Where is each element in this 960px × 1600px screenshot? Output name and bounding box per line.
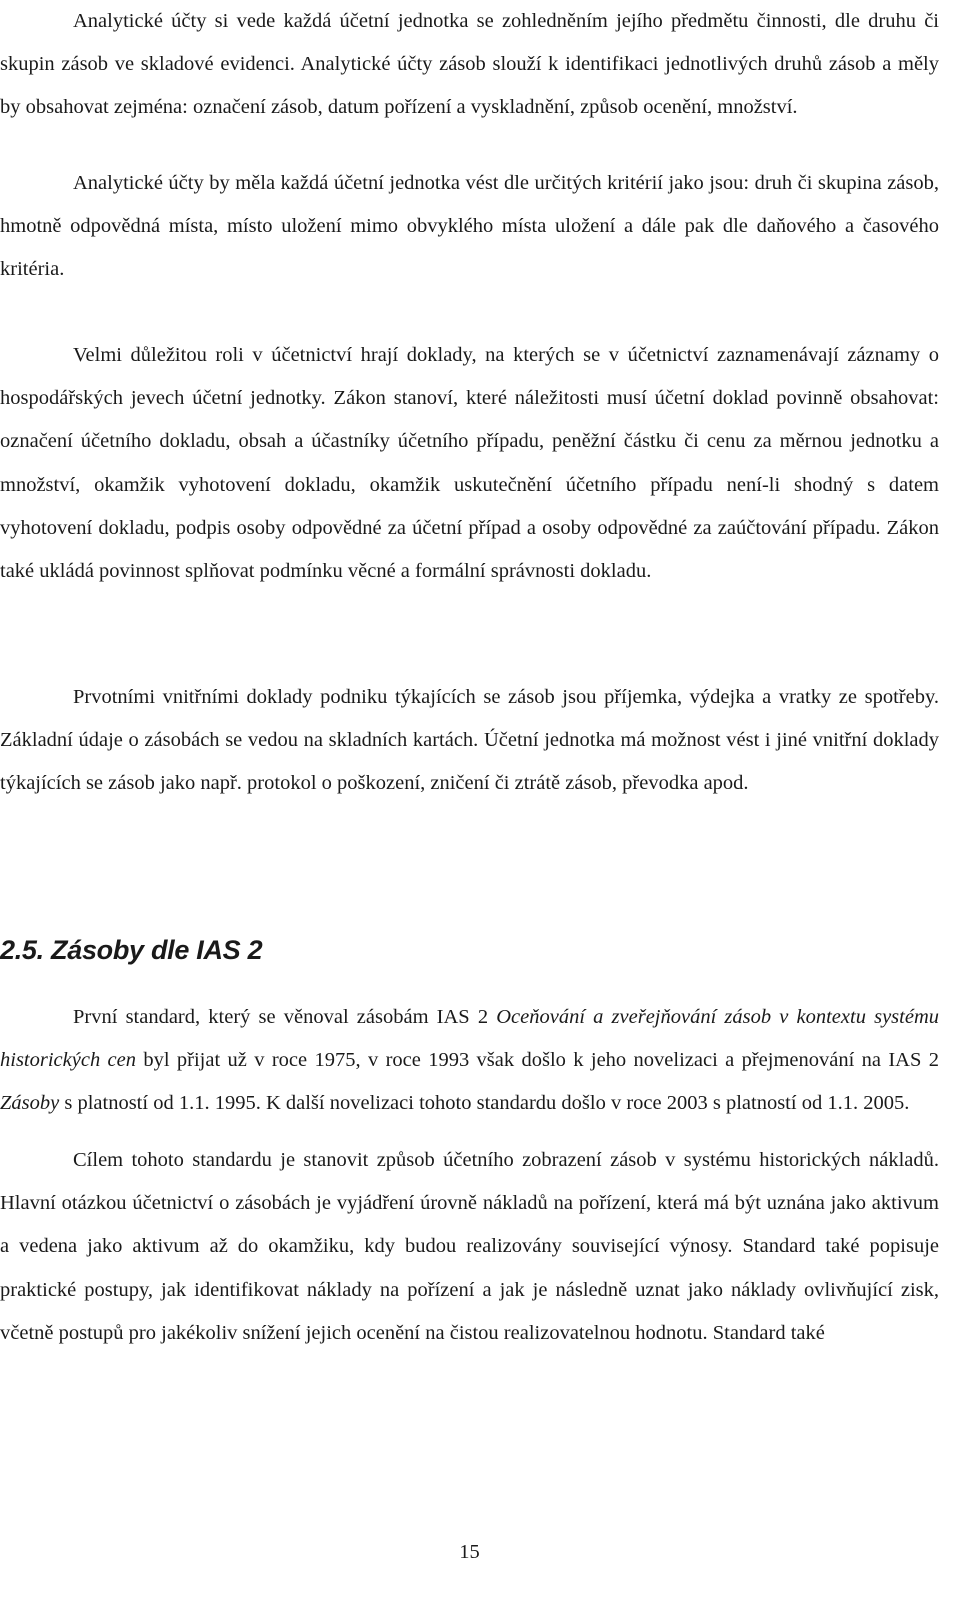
paragraph-internal-documents: Prvotními vnitřními doklady podniku týkajících se zásob jsou příjemka, výdejka a vratky ze spotřeby. Základní údaje o zásobách se vedou na skladních kartách. Účetní jednotka má možnost vést i jiné vnitřní doklady týkajících se zásob jako např. protokol o poškození, zničení či ztrátě zásob, převodka apod. [0,686,939,795]
page-number [0,1532,939,1572]
italic-standard-name: Zásoby [0,1092,60,1115]
page-number-text: 15 [459,1541,480,1563]
paragraph-analytic-criteria: Analytické účty by měla každá účetní jednotka vést dle určitých kritérií jako jsou: druh či skupina zásob, hmotně odpovědná místa, místo uložení mimo obvyklého místa uložení a dále pak dle daňového a časového kritéria. [0,172,939,281]
text-segment: s platností od 1.1. 1995. K další novelizaci tohoto standardu došlo v roce 2003 s platností od 1.1. 2005. [59,1092,910,1115]
text-segment: První standard, který se věnoval zásobám IAS 2 [73,1006,497,1028]
paragraph-analytic-accounts: Analytické účty si vede každá účetní jednotka se zohledněním jejího předmětu činnosti, dle druhu či skupin zásob ve skladové evidenci. Analytické účty zásob slouží k identifikaci jednotlivých druhů zásob a měly by obsahovat zejména: označení zásob, datum pořízení a vyskladnění, způsob ocenění, množství. [0,10,939,119]
paragraph-ias2-goal: Cílem tohoto standardu je stanovit způsob účetního zobrazení zásob v systému historických nákladů. Hlavní otázkou účetnictví o zásobách je vyjádření úrovně nákladů na pořízení, která má být uznána jako aktivum a vedena jako aktivum až do okamžiku, kdy budou realizovány související výnosy. Standard také popisuje praktické postupy, jak identifikovat náklady na pořízení a jak je následně uznat jako náklady ovlivňující zisk, včetně postupů pro jakékoliv snížení jejich ocenění na čistou realizovatelnou hodnotu. Standard také [0,1149,939,1344]
paragraph-documents: Velmi důležitou roli v účetnictví hrají doklady, na kterých se v účetnictví zaznamenávají záznamy o hospodářských jevech účetní jednotky. Zákon stanoví, které náležitosti musí účetní doklad povinně obsahovat: označení účetního dokladu, obsah a účastníky účetního případu, peněžní částku či cenu za měrnou jednotku a množství, okamžik vyhotovení dokladu, okamžik uskutečnění účetního případu není-li shodný s datem vyhotovení dokladu, podpis osoby odpovědné za účetní případ a osoby odpovědné za zaúčtování případu. Zákon také ukládá povinnost splňovat podmínku věcné a formální správnosti dokladu. [0,344,939,583]
section-heading: 2.5. Zásoby dle IAS 2 [0,935,263,965]
paragraph-ias2-history [0,996,939,1126]
text-segment: byl přijat už v roce 1975, v roce 1993 však došlo k jeho novelizaci a přejmenování na IAS 2 [136,1049,939,1072]
italic-standard-title: Oceňování a zveřejňování zásob v kontextu systému historických cen [0,1006,939,1072]
